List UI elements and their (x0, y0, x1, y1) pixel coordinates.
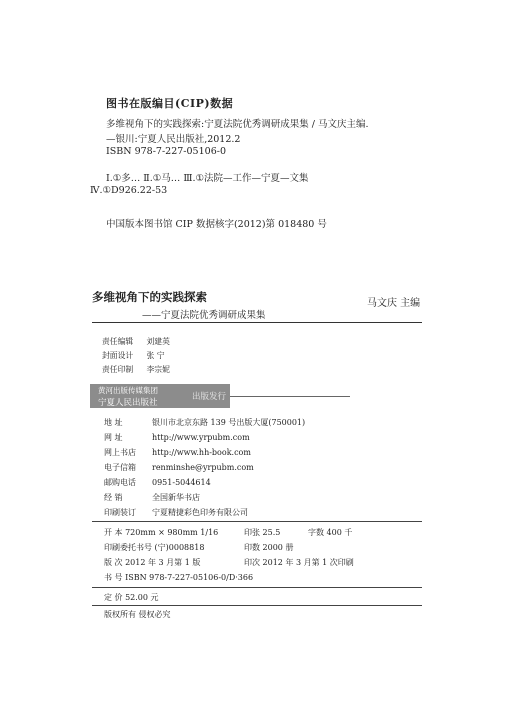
divider-price-top (92, 587, 422, 588)
info-row (104, 507, 248, 518)
cip-line-1: 多维视角下的实践探索:宁夏法院优秀调研成果集 / 马文庆主编. (106, 119, 369, 130)
spec-row-4 (104, 572, 424, 584)
cip-line-2: —银川:宁夏人民出版社,2012.2 (106, 134, 241, 145)
staff-value: 李宗妮 (146, 365, 170, 374)
divider-title (92, 322, 422, 323)
info-value: http://www.yrpubm.com (152, 433, 250, 442)
info-label: 电子信箱 (104, 463, 136, 472)
publisher-badge (90, 384, 230, 408)
info-value: 全国新华书店 (152, 493, 200, 502)
book-subtitle: ——宁夏法院优秀调研成果集 (142, 310, 266, 321)
info-label: 邮购电话 (104, 478, 136, 487)
cip-line-3: ISBN 978-7-227-05106-0 (106, 146, 226, 157)
book-editor: 马文庆 主编 (367, 298, 421, 309)
price: 定 价 52.00 元 (104, 593, 159, 602)
spec-isbn: 书 号 ISBN 978-7-227-05106-0/D·366 (104, 573, 254, 582)
info-row (104, 477, 211, 488)
cip-line-5: Ⅳ.①D926.22-53 (90, 185, 168, 196)
spec-format: 开 本 720mm × 980mm 1/16 (104, 528, 219, 537)
spec-row-2 (104, 542, 424, 554)
book-title: 多维视角下的实践探索 (92, 290, 207, 304)
staff-label: 责任印制 (102, 365, 134, 374)
spec-row-3 (104, 557, 424, 569)
spec-commission: 印刷委托书号 (宁)0008818 (104, 543, 205, 552)
spec-words: 字数 400 千 (308, 528, 353, 537)
info-row (104, 432, 250, 443)
staff-value: 刘建英 (146, 337, 170, 346)
info-row (104, 492, 200, 503)
spec-edition: 版 次 2012 年 3 月第 1 版 (104, 558, 201, 567)
info-value: http://www.hh-book.com (152, 448, 251, 457)
spec-printing: 印次 2012 年 3 月第 1 次印刷 (244, 558, 354, 567)
cip-title: 图书在版编目(CIP)数据 (106, 97, 234, 110)
info-value: 0951-5044614 (152, 478, 211, 487)
staff-value: 张 宁 (146, 351, 165, 360)
spec-print-count: 印数 2000 册 (244, 543, 294, 552)
cip-line-6: 中国版本图书馆 CIP 数据核字(2012)第 018480 号 (106, 219, 327, 230)
staff-label: 封面设计 (102, 351, 134, 360)
staff-row (102, 336, 170, 347)
badge-divider (230, 396, 350, 397)
info-row (104, 447, 251, 458)
info-label: 网 址 (104, 433, 123, 442)
publisher-name: 宁夏人民出版社 (98, 398, 158, 408)
info-value: 银川市北京东路 139 号出版大厦(750001) (152, 418, 306, 427)
divider-specs-top (92, 521, 422, 522)
cip-line-4: Ⅰ.①多… Ⅱ.①马… Ⅲ.①法院—工作—宁夏—文集 (106, 173, 309, 184)
info-row (104, 417, 305, 428)
copyright: 版权所有 侵权必究 (104, 610, 171, 619)
info-value: 宁夏精捷彩色印务有限公司 (152, 508, 248, 517)
publisher-group: 黄河出版传媒集团 (98, 386, 158, 395)
spec-row-1 (104, 527, 424, 539)
publisher-action: 出版发行 (192, 392, 227, 402)
staff-row (102, 350, 165, 361)
info-label: 经 销 (104, 493, 123, 502)
info-value: renminshe@yrpubm.com (152, 463, 254, 472)
info-label: 地 址 (104, 418, 123, 427)
info-label: 印刷装订 (104, 508, 136, 517)
divider-price-bottom (92, 605, 422, 606)
spec-sheets: 印张 25.5 (244, 528, 281, 537)
staff-label: 责任编辑 (102, 337, 134, 346)
info-row (104, 462, 254, 473)
staff-row (102, 364, 170, 375)
info-label: 网上书店 (104, 448, 136, 457)
